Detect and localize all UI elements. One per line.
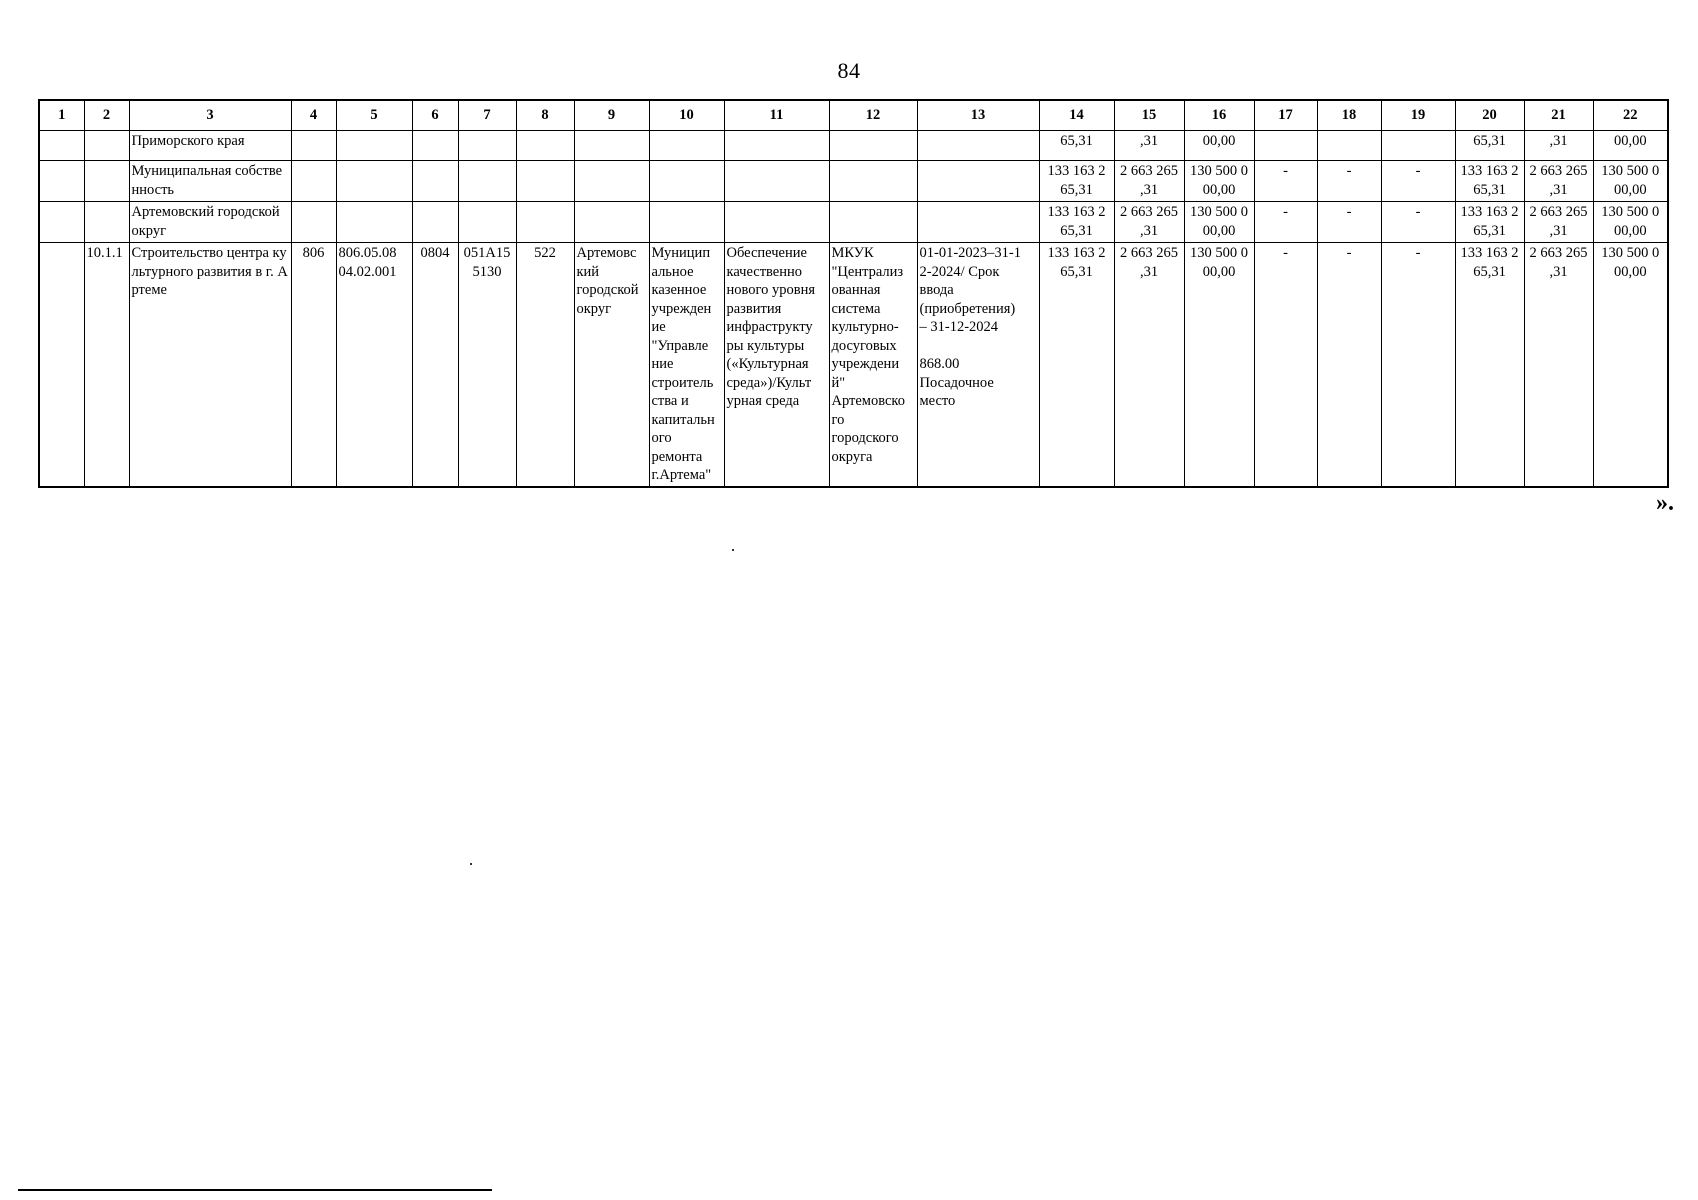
table-cell: 133 163 2 65,31: [1039, 243, 1114, 487]
table-cell: [39, 202, 84, 243]
table-cell: 133 163 2 65,31: [1455, 202, 1524, 243]
table-cell: 051A15 5130: [458, 243, 516, 487]
table-cell: 130 500 0 00,00: [1593, 243, 1668, 487]
table-cell: -: [1381, 243, 1455, 487]
table-cell: 133 163 2 65,31: [1455, 161, 1524, 202]
table-cell: [84, 161, 129, 202]
column-header: 22: [1593, 100, 1668, 131]
table-cell: [724, 131, 829, 161]
column-header: 2: [84, 100, 129, 131]
table-cell: ,31: [1524, 131, 1593, 161]
table-cell: Артемовский городской округ: [129, 202, 291, 243]
table-cell: 00,00: [1593, 131, 1668, 161]
table-cell: 133 163 2 65,31: [1039, 202, 1114, 243]
table-cell: -: [1254, 243, 1317, 487]
table-cell: [1381, 131, 1455, 161]
table-cell: [1254, 131, 1317, 161]
table-cell: [649, 131, 724, 161]
column-header: 11: [724, 100, 829, 131]
table-cell: 130 500 0 00,00: [1593, 202, 1668, 243]
column-header: 8: [516, 100, 574, 131]
table-cell: 65,31: [1455, 131, 1524, 161]
scan-speck: [470, 863, 472, 865]
table-cell: -: [1254, 202, 1317, 243]
table-cell: [516, 161, 574, 202]
table-cell: [39, 243, 84, 487]
table-cell: [412, 131, 458, 161]
column-header: 3: [129, 100, 291, 131]
column-header: 16: [1184, 100, 1254, 131]
table-cell: 806.05.08 04.02.001: [336, 243, 412, 487]
scan-speck: [732, 549, 734, 551]
table-cell: 130 500 0 00,00: [1184, 243, 1254, 487]
table-cell: [649, 202, 724, 243]
table-cell: 65,31: [1039, 131, 1114, 161]
table-cell: Муницип альное казенное учрежден ие "Управле ние строитель ства и капитальн ого ремонта г.Артема": [649, 243, 724, 487]
table-row: [39, 243, 1668, 487]
column-header: 5: [336, 100, 412, 131]
table-cell: [724, 161, 829, 202]
table-cell: [336, 131, 412, 161]
table-cell: [829, 131, 917, 161]
table-cell: 130 500 0 00,00: [1184, 161, 1254, 202]
table-cell: [516, 202, 574, 243]
table-cell: 0804: [412, 243, 458, 487]
table-cell: 130 500 0 00,00: [1593, 161, 1668, 202]
table-cell: 01-01-2023–31-1 2-2024/ Срок ввода (приобретения) – 31-12-2024 868.00 Посадочное место: [917, 243, 1039, 487]
table-cell: Строительство центра культурного развития в г. Артеме: [129, 243, 291, 487]
table-cell: [336, 202, 412, 243]
table-cell: -: [1254, 161, 1317, 202]
table-cell: [574, 161, 649, 202]
column-header: 19: [1381, 100, 1455, 131]
table-cell: [917, 161, 1039, 202]
column-header: 13: [917, 100, 1039, 131]
column-header: 9: [574, 100, 649, 131]
table-cell: МКУК "Централиз ованная система культурно- досуговых учреждени й" Артемовско го городского округа: [829, 243, 917, 487]
table-cell: [458, 131, 516, 161]
table-cell: [829, 161, 917, 202]
table-cell: 133 163 2 65,31: [1039, 161, 1114, 202]
table-cell: 10.1.1: [84, 243, 129, 487]
table-cell: Приморского края: [129, 131, 291, 161]
table-row: [39, 202, 1668, 243]
table-cell: 00,00: [1184, 131, 1254, 161]
column-header: 4: [291, 100, 336, 131]
table-cell: ,31: [1114, 131, 1184, 161]
table-cell: [39, 131, 84, 161]
table-cell: [336, 161, 412, 202]
table-cell: [291, 161, 336, 202]
column-header: 18: [1317, 100, 1381, 131]
table-cell: [649, 161, 724, 202]
column-header: 7: [458, 100, 516, 131]
footnote-separator: [18, 1189, 492, 1191]
table-cell: [574, 131, 649, 161]
column-header: 14: [1039, 100, 1114, 131]
column-header: 15: [1114, 100, 1184, 131]
table-cell: -: [1317, 161, 1381, 202]
table-cell: [291, 202, 336, 243]
table-cell: [516, 131, 574, 161]
table-cell: 2 663 265 ,31: [1524, 243, 1593, 487]
table-cell: -: [1317, 243, 1381, 487]
table-cell: 2 663 265 ,31: [1524, 202, 1593, 243]
table-row: [39, 131, 1668, 161]
table-row: [39, 161, 1668, 202]
column-header: 12: [829, 100, 917, 131]
table-cell: [829, 202, 917, 243]
table-cell: [412, 202, 458, 243]
table-cell: 130 500 0 00,00: [1184, 202, 1254, 243]
table-header-row: [39, 100, 1668, 131]
column-header: 1: [39, 100, 84, 131]
table-cell: [458, 161, 516, 202]
table-cell: [84, 131, 129, 161]
budget-table: [38, 99, 1669, 488]
column-header: 21: [1524, 100, 1593, 131]
table-cell: -: [1381, 161, 1455, 202]
table-cell: 2 663 265 ,31: [1114, 243, 1184, 487]
table-cell: [574, 202, 649, 243]
page-number: 84: [837, 58, 861, 83]
table-cell: 522: [516, 243, 574, 487]
table-cell: [39, 161, 84, 202]
table-cell: [1317, 131, 1381, 161]
table-cell: [84, 202, 129, 243]
table-cell: [412, 161, 458, 202]
table-cell: 2 663 265 ,31: [1114, 202, 1184, 243]
table-cell: [724, 202, 829, 243]
column-header: 20: [1455, 100, 1524, 131]
table-cell: -: [1381, 202, 1455, 243]
table-cell: 2 663 265 ,31: [1524, 161, 1593, 202]
table-cell: Муниципальная собственность: [129, 161, 291, 202]
column-header: 10: [649, 100, 724, 131]
table-cell: 133 163 2 65,31: [1455, 243, 1524, 487]
table-cell: [291, 131, 336, 161]
table-cell: Артемовс кий городской округ: [574, 243, 649, 487]
table-cell: 806: [291, 243, 336, 487]
table-cell: [917, 202, 1039, 243]
table-cell: -: [1317, 202, 1381, 243]
table-cell: 2 663 265 ,31: [1114, 161, 1184, 202]
column-header: 6: [412, 100, 458, 131]
table-cell: [458, 202, 516, 243]
column-header: 17: [1254, 100, 1317, 131]
table-cell: Обеспечение качественно нового уровня развития инфраструкту ры культуры («Культурная среда»)/Культ урная среда: [724, 243, 829, 487]
table-cell: [917, 131, 1039, 161]
closing-quote-mark: ».: [1656, 490, 1674, 516]
